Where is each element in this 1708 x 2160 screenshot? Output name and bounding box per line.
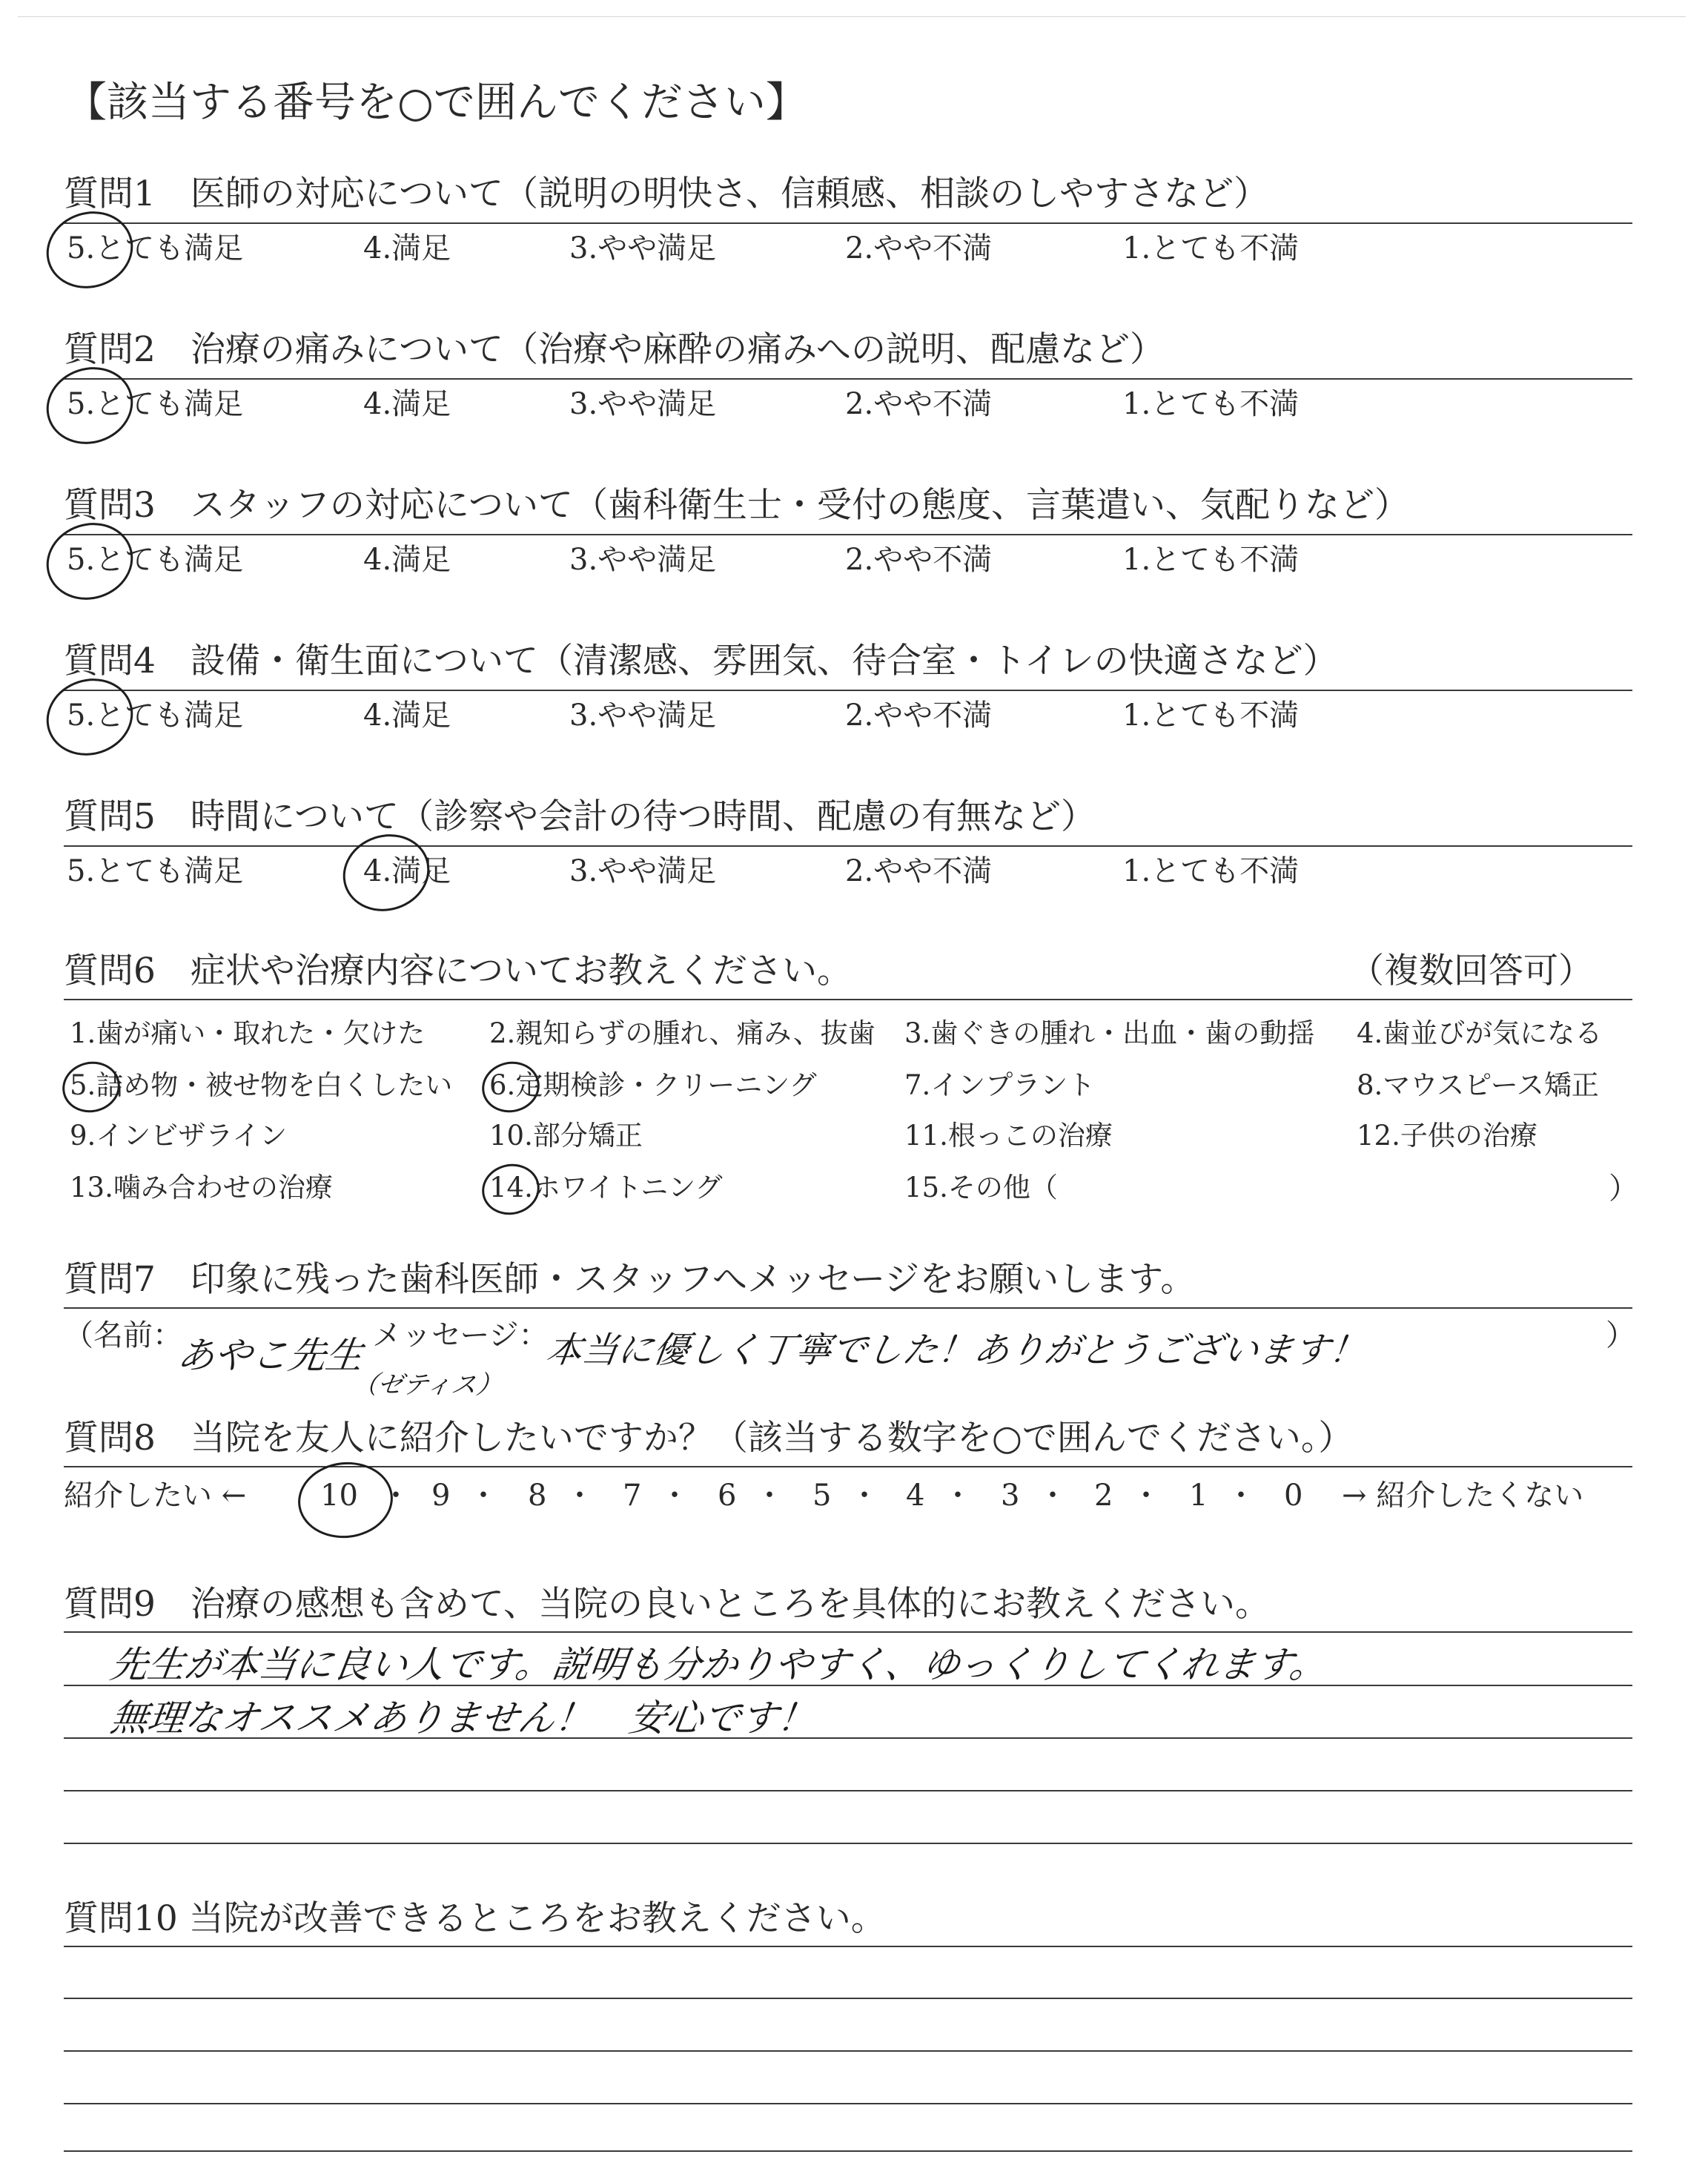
q6-item-label: ホワイトニング [532, 1172, 723, 1203]
q8-scale-3[interactable]: 3 [1001, 1479, 1020, 1513]
q6-item-number: 2. [489, 1017, 516, 1049]
q6-rule [64, 999, 1632, 1000]
q6-item[interactable] [1357, 1118, 1537, 1154]
option-number: 4. [363, 698, 392, 733]
q10-rule-5 [64, 2150, 1632, 2152]
q6-item-label: 定期検診・クリーニング [515, 1069, 817, 1101]
option-number: 4. [363, 387, 392, 421]
q2-title: 質問2 治療の痛みについて（治療や麻酔の痛みへの説明、配慮など） [64, 329, 1165, 370]
q10-rule-3 [64, 2050, 1632, 2052]
q6-item-number: 14. [489, 1172, 533, 1203]
option-label: とても不満 [1151, 231, 1300, 265]
q1-option[interactable] [569, 230, 716, 267]
q6-item-number: 15. [904, 1172, 948, 1203]
q6-title: 質問6 症状や治療内容についてお教えください。 [64, 951, 852, 991]
option-label: とても満足 [95, 231, 244, 265]
q1-option[interactable] [1122, 230, 1299, 267]
q8-left-label: 紹介したい ← [64, 1479, 247, 1513]
option-number: 5. [67, 854, 96, 888]
option-label: やや不満 [873, 543, 993, 577]
option-label: とても満足 [95, 698, 244, 733]
option-label: やや不満 [873, 387, 993, 421]
q1-rule [64, 222, 1632, 224]
q4-option[interactable] [845, 697, 992, 734]
q6-item-number: 13. [70, 1172, 113, 1203]
q1-title: 質問1 医師の対応について（説明の明快さ、信頼感、相談のしやすさなど） [64, 174, 1269, 214]
option-number: 2. [845, 543, 874, 577]
q8-rule [64, 1466, 1632, 1467]
q8-separator: ・ [381, 1479, 411, 1513]
q9-title: 質問9 治療の感想も含めて、当院の良いところを具体的にお教えください。 [64, 1584, 1270, 1625]
q5-option[interactable] [569, 853, 716, 890]
option-label: やや満足 [598, 387, 717, 421]
q7-rule [64, 1307, 1632, 1309]
option-label: とても不満 [1151, 854, 1300, 888]
option-label: とても満足 [95, 387, 244, 421]
q8-scale-7[interactable]: 7 [623, 1479, 642, 1513]
q10-rule-2 [64, 1998, 1632, 1999]
scan-edge [18, 16, 1686, 17]
q7-name-sub: （ゼティス） [350, 1370, 504, 1400]
q7-name-value[interactable]: あやこ先生 [174, 1334, 366, 1377]
q6-item-number: 8. [1357, 1069, 1383, 1101]
option-label: やや満足 [598, 854, 717, 888]
q6-item-label: 部分矯正 [532, 1120, 643, 1152]
q4-title: 質問4 設備・衛生面について（清潔感、雰囲気、待合室・トイレの快適さなど） [64, 641, 1338, 681]
q8-scale-9[interactable]: 9 [431, 1479, 451, 1513]
q7-message-value[interactable]: 本当に優しく丁寧でした！ありがとうございます！ [543, 1330, 1368, 1371]
option-number: 4. [363, 854, 392, 888]
q1-option[interactable] [363, 230, 451, 267]
option-label: 満足 [391, 698, 451, 733]
q8-separator: ・ [1038, 1479, 1068, 1513]
option-number: 1. [1122, 854, 1151, 888]
q8-scale-5[interactable]: 5 [812, 1479, 832, 1513]
q6-item-number: 12. [1357, 1120, 1400, 1152]
q6-item[interactable] [70, 1016, 425, 1051]
q8-right-label: → 紹介したくない [1342, 1479, 1584, 1513]
q6-item[interactable] [904, 1170, 1058, 1206]
q6-item-number: 6. [489, 1069, 516, 1101]
q6-item-label: 親知らずの腫れ、痛み、抜歯 [515, 1017, 875, 1049]
option-number: 1. [1122, 387, 1151, 421]
q3-option[interactable] [845, 541, 992, 578]
option-label: とても満足 [95, 854, 244, 888]
q6-item[interactable] [70, 1118, 287, 1154]
q6-item-label: 歯が痛い・取れた・欠けた [96, 1017, 426, 1049]
option-label: 満足 [391, 854, 451, 888]
q5-option[interactable] [845, 853, 992, 890]
q9-rule-5 [64, 1843, 1632, 1844]
q6-item[interactable] [904, 1118, 1113, 1154]
q9-answer-line-1[interactable]: 先生が本当に良い人です。説明も分かりやすく、ゆっくりしてくれます。 [107, 1643, 1331, 1686]
q1-option[interactable] [845, 230, 992, 267]
q4-option[interactable] [1122, 697, 1299, 734]
q2-option[interactable] [363, 386, 451, 423]
option-number: 1. [1122, 231, 1151, 265]
q2-option[interactable] [845, 386, 992, 423]
option-number: 3. [569, 854, 598, 888]
q6-item-label: インプラント [930, 1069, 1096, 1101]
option-label: やや不満 [873, 854, 993, 888]
option-label: 満足 [391, 543, 451, 577]
q6-item-number: 7. [904, 1069, 931, 1101]
option-number: 1. [1122, 543, 1151, 577]
option-number: 3. [569, 698, 598, 733]
option-number: 5. [67, 231, 96, 265]
q6-item-number: 4. [1357, 1017, 1383, 1049]
option-number: 1. [1122, 698, 1151, 733]
q6-item[interactable] [70, 1068, 452, 1103]
q8-separator: ・ [469, 1479, 498, 1513]
q8-scale-1[interactable]: 1 [1189, 1479, 1208, 1513]
q6-item-label: 子供の治療 [1400, 1120, 1537, 1152]
q6-item-number: 9. [70, 1120, 96, 1152]
option-number: 2. [845, 698, 874, 733]
option-number: 2. [845, 854, 874, 888]
q6-item[interactable] [904, 1016, 1314, 1051]
option-number: 3. [569, 543, 598, 577]
option-number: 3. [569, 231, 598, 265]
q10-title: 質問10 当院が改善できるところをお教えください。 [64, 1898, 886, 1939]
q2-rule [64, 378, 1632, 380]
q6-item-label: マウスピース矯正 [1383, 1069, 1599, 1101]
q6-item[interactable] [489, 1016, 875, 1051]
q6-item-number: 5. [70, 1069, 96, 1101]
option-number: 3. [569, 387, 598, 421]
q7-message-label: メッセージ： [372, 1318, 549, 1353]
option-number: 5. [67, 698, 96, 733]
q8-separator: ・ [943, 1479, 973, 1513]
option-label: とても不満 [1151, 387, 1300, 421]
q8-selected-circle [294, 1458, 397, 1543]
q6-item[interactable] [1357, 1068, 1599, 1103]
option-number: 4. [363, 543, 392, 577]
q3-option[interactable] [1122, 541, 1299, 578]
q8-title: 質問8 当院を友人に紹介したいですか？（該当する数字を○で囲んでください。） [64, 1418, 1354, 1459]
q6-item-label: 噛み合わせの治療 [113, 1172, 333, 1203]
q4-option[interactable] [569, 697, 716, 734]
q8-separator: ・ [660, 1479, 689, 1513]
q5-option[interactable] [1122, 853, 1299, 890]
q8-scale-10[interactable]: 10 [320, 1479, 358, 1513]
q10-rule-4 [64, 2103, 1632, 2104]
q5-title: 質問5 時間について（診察や会計の待つ時間、配慮の有無など） [64, 796, 1096, 837]
option-number: 5. [67, 543, 96, 577]
option-label: やや満足 [598, 543, 717, 577]
q6-selected-circle [477, 1159, 544, 1221]
q4-option[interactable] [363, 697, 451, 734]
option-label: とても不満 [1151, 698, 1300, 733]
q8-separator: ・ [1131, 1479, 1161, 1513]
q6-item-number: 1. [70, 1017, 96, 1049]
q6-item-label: その他（ [947, 1172, 1058, 1203]
instruction-heading: 【該当する番号を○で囲んでください】 [65, 79, 807, 127]
q10-rule-1 [64, 1946, 1632, 1947]
q6-item-label: 詰め物・被せ物を白くしたい [96, 1069, 453, 1101]
q3-title: 質問3 スタッフの対応について（歯科衛生士・受付の態度、言葉遣い、気配りなど） [64, 485, 1409, 526]
option-label: やや不満 [873, 231, 993, 265]
q6-item[interactable] [489, 1118, 643, 1154]
q8-scale-0[interactable]: 0 [1284, 1479, 1303, 1513]
q6-item[interactable] [904, 1068, 1095, 1103]
q9-answer-line-2[interactable]: 無理なオススメありません！ 安心です！ [107, 1697, 818, 1740]
q6-item-number: 11. [904, 1120, 948, 1152]
q9-rule-1 [64, 1631, 1632, 1633]
q4-rule [64, 690, 1632, 691]
q6-item-label: 根っこの治療 [947, 1120, 1113, 1152]
q2-option[interactable] [569, 386, 716, 423]
q6-item[interactable] [1357, 1016, 1602, 1051]
option-number: 4. [363, 231, 392, 265]
option-label: 満足 [391, 231, 451, 265]
option-label: 満足 [391, 387, 451, 421]
q7-title: 質問7 印象に残った歯科医師・スタッフへメッセージをお願いします。 [64, 1259, 1196, 1300]
q8-separator: ・ [1226, 1479, 1256, 1513]
option-number: 2. [845, 231, 874, 265]
q7-close: ） [1606, 1318, 1635, 1353]
q8-scale-6[interactable]: 6 [718, 1479, 737, 1513]
q6-note: （複数回答可） [1349, 951, 1593, 991]
q7-name-label: （名前： [64, 1318, 182, 1353]
q6-item-label: インビザライン [96, 1120, 288, 1152]
q6-selected-circle [58, 1057, 125, 1118]
q6-item-number: 10. [489, 1120, 533, 1152]
q6-selected-circle [477, 1057, 544, 1118]
q6-item-label: 歯ぐきの腫れ・出血・歯の動揺 [930, 1017, 1315, 1049]
option-number: 2. [845, 387, 874, 421]
option-number: 5. [67, 387, 96, 421]
q8-scale-4[interactable]: 4 [906, 1479, 925, 1513]
q8-separator: ・ [850, 1479, 879, 1513]
q8-scale-2[interactable]: 2 [1094, 1479, 1113, 1513]
q2-option[interactable] [1122, 386, 1299, 423]
q5-option[interactable] [67, 853, 243, 890]
q6-item[interactable] [70, 1170, 333, 1206]
q6-item-label: 歯並びが気になる [1383, 1017, 1603, 1049]
option-label: やや不満 [873, 698, 993, 733]
q3-option[interactable] [363, 541, 451, 578]
q8-scale-8[interactable]: 8 [528, 1479, 547, 1513]
q9-rule-4 [64, 1790, 1632, 1791]
q8-separator: ・ [565, 1479, 595, 1513]
option-label: とても満足 [95, 543, 244, 577]
q3-rule [64, 534, 1632, 535]
q8-separator: ・ [755, 1479, 784, 1513]
option-label: やや満足 [598, 698, 717, 733]
q6-item-number: 3. [904, 1017, 931, 1049]
q6-other-close: ） [1609, 1172, 1638, 1206]
option-label: とても不満 [1151, 543, 1300, 577]
q3-option[interactable] [569, 541, 716, 578]
option-label: やや満足 [598, 231, 717, 265]
q5-rule [64, 845, 1632, 847]
